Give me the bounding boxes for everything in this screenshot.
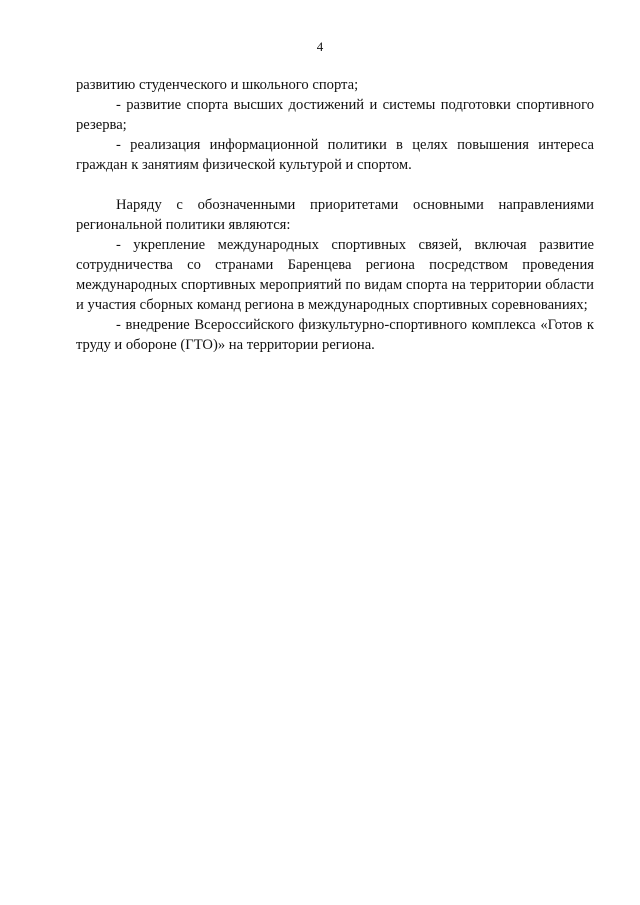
paragraph-regional-policy-intro: Наряду с обозначенными приоритетами основными направлениями региональной политики являются: [76, 197, 594, 233]
list-item-high-performance-sport: - развитие спорта высших достижений и системы подготовки спортивного резерва; [76, 97, 594, 133]
document-body [76, 75, 594, 355]
list-item-gto-complex: - внедрение Всероссийского физкультурно-спортивного комплекса «Готов к труду и обороне (ГТО)» на территории региона. [76, 317, 594, 353]
page-number: 4 [316, 39, 324, 54]
list-item-international-ties: - укрепление международных спортивных связей, включая развитие сотрудничества со странами Баренцева региона посредством проведения международных спортивных мероприятий по видам спорта на территории области и участия сборных команд региона в международных спортивных соревнованиях; [76, 237, 594, 313]
list-item-information-policy: - реализация информационной политики в целях повышения интереса граждан к занятиям физической культурой и спортом. [76, 137, 594, 173]
paragraph-continuation: развитию студенческого и школьного спорта; [76, 77, 359, 93]
